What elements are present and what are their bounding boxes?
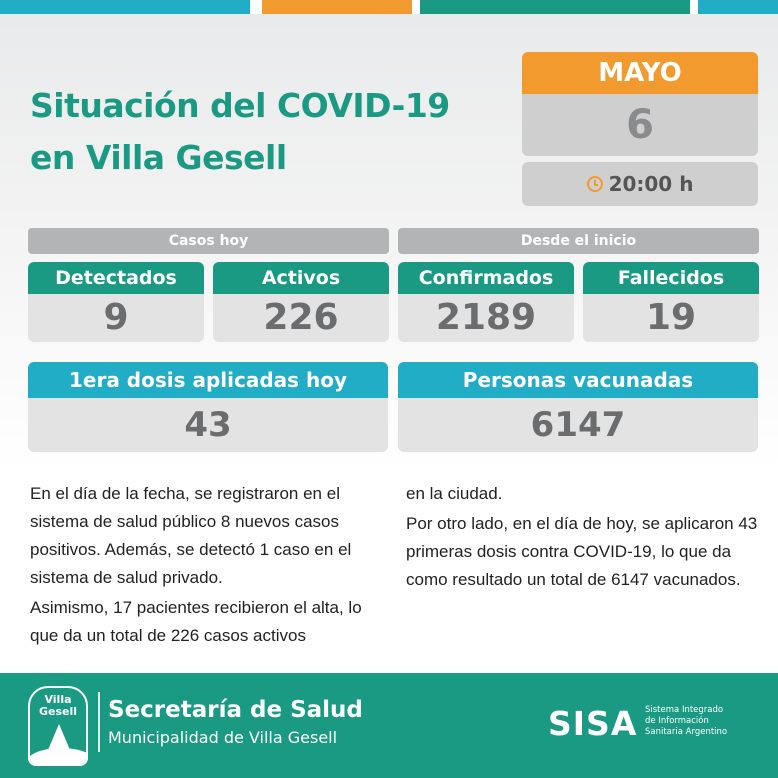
stripe-teal — [420, 0, 690, 14]
clock-icon — [587, 176, 603, 192]
body-paragraph: Asimismo, 17 pacientes recibieron el alta, lo que da un total de 226 casos activos — [30, 598, 362, 645]
date-day: 6 — [522, 94, 758, 156]
secretaria-title: Secretaría de Salud — [108, 697, 363, 723]
body-paragraph: Por otro lado, en el día de hoy, se aplicaron 43 primeras dosis contra COVID-19, lo que da como resultado un total de 6147 vacunados. — [406, 514, 758, 589]
stripe-cyan — [0, 0, 250, 14]
stat-value: 2189 — [398, 294, 574, 342]
date-month: MAYO — [522, 52, 758, 94]
stat-value: 19 — [583, 294, 759, 342]
stat-value: 226 — [213, 294, 389, 342]
section-header-since-start: Desde el inicio — [398, 228, 759, 254]
sisa-line-1: Sistema Integrado — [645, 705, 724, 715]
body-paragraph: En el día de la fecha, se registraron en el sistema de salud público 8 nuevos casos positivos. Además, se detectó 1 caso en el sistema de salud privado. — [30, 484, 352, 587]
page-title — [30, 80, 490, 184]
sisa-logo: SISA — [548, 704, 638, 743]
body-column-1 — [30, 480, 390, 652]
vac-first-dose — [28, 362, 388, 452]
stat-activos — [213, 262, 389, 342]
tree-icon — [48, 724, 70, 750]
stat-detectados — [28, 262, 204, 342]
vac-label: 1era dosis aplicadas hoy — [28, 362, 388, 398]
body-column-2 — [406, 480, 766, 596]
vac-label: Personas vacunadas — [398, 362, 758, 398]
sisa-line-2: de Información — [645, 716, 709, 726]
section-header-today: Casos hoy — [28, 228, 389, 254]
stat-confirmados — [398, 262, 574, 342]
footer-divider — [98, 692, 100, 752]
title-line-1: Situación del COVID-19 — [30, 86, 450, 125]
body-paragraph: en la ciudad. — [406, 484, 503, 503]
stat-label: Fallecidos — [583, 262, 759, 294]
hill-icon — [28, 748, 88, 766]
stat-fallecidos — [583, 262, 759, 342]
logo-text — [30, 694, 86, 718]
time-text: 20:00 h — [608, 172, 694, 196]
municipalidad-subtitle: Municipalidad de Villa Gesell — [108, 728, 338, 747]
sisa-description — [645, 705, 727, 738]
stripe-orange — [262, 0, 412, 14]
sisa-line-3: Sanitaria Argentino — [645, 727, 728, 737]
stat-value: 9 — [28, 294, 204, 342]
logo-line-2: Gesell — [38, 705, 78, 718]
villa-gesell-logo — [28, 686, 88, 766]
vac-value: 43 — [28, 398, 388, 452]
date-time — [522, 162, 758, 206]
stat-label: Confirmados — [398, 262, 574, 294]
stat-label: Detectados — [28, 262, 204, 294]
vac-value: 6147 — [398, 398, 758, 452]
vac-people-vaccinated — [398, 362, 758, 452]
stat-label: Activos — [213, 262, 389, 294]
top-stripes — [0, 0, 778, 14]
title-line-2: en Villa Gesell — [30, 138, 287, 177]
stripe-cyan-right — [698, 0, 778, 14]
logo-line-1: Villa — [44, 693, 72, 706]
